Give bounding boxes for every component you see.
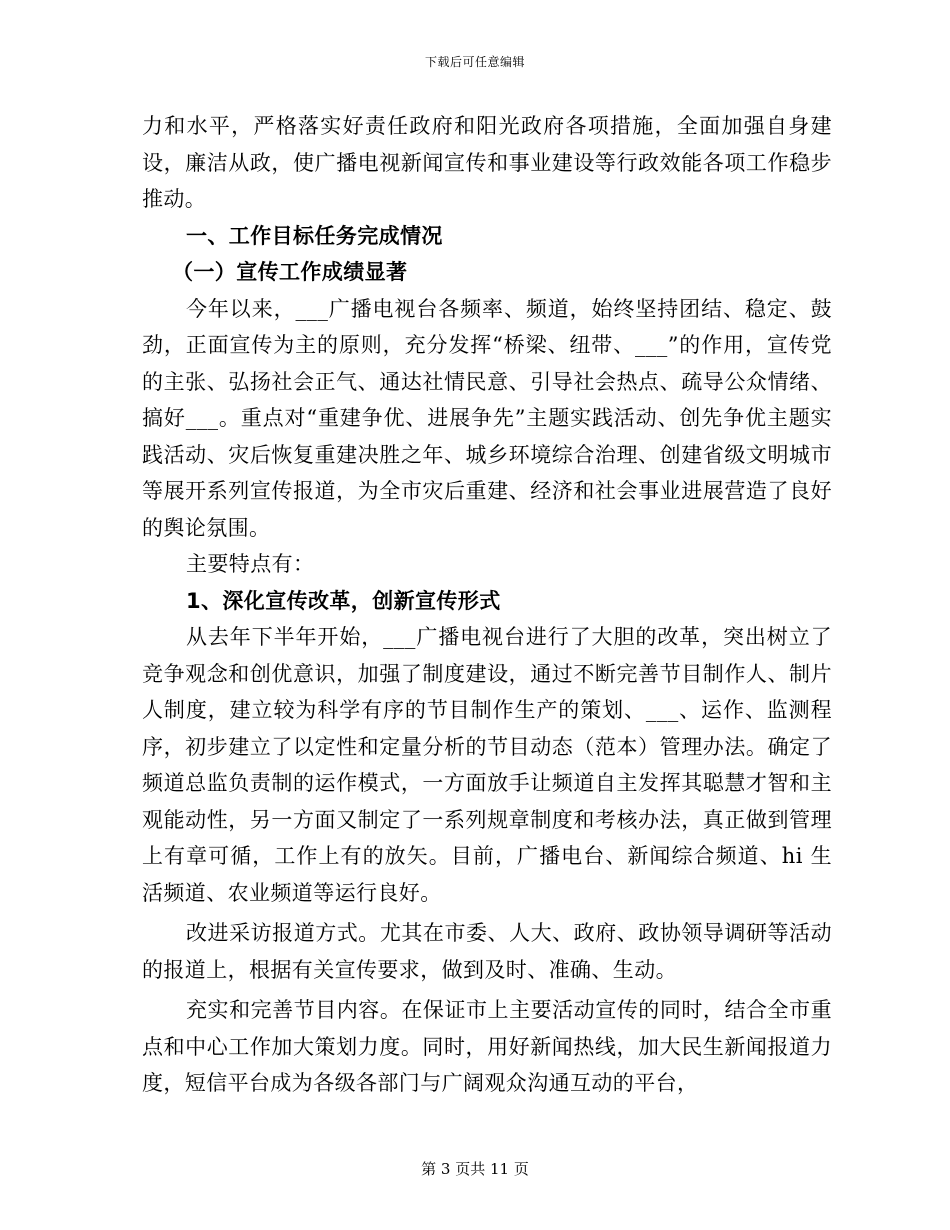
paragraph-main-features: 主要特点有： (186, 552, 315, 576)
paragraph-continuation: 力和水平，严格落实好责任政府和阳光政府各项措施，全面加强自身建设，廉洁从政，使广播电视新闻宣传和事业建设等行政效能各项工作稳步推动。 (142, 114, 832, 211)
item-heading-reform: 1、深化宣传改革，创新宣传形式 (186, 588, 501, 613)
document-body (142, 108, 832, 1102)
paragraph-reform: 从去年下半年开始，___广播电视台进行了大胆的改革，突出树立了竞争观念和创优意识，加强了制度建设，通过不断完善节目制作人、制片人制度，建立较为科学有序的节目制作生产的策划、___、运作、监测程序，初步建立了以定性和定量分析的节目动态（范本）管理办法。确定了频道总监负责制的运作模式，一方面放手让频道自主发挥其聪慧才智和主观能动性，另一方面又制定了一系列规章制度和考核办法，真正做到管理上有章可循，工作上有的放矢。目前，广播电台、新闻综合频道、hi 生活频道、农业频道等运行良好。 (142, 625, 832, 905)
paragraph-reporting: 改进采访报道方式。尤其在市委、人大、政府、政协领导调研等活动的报道上，根据有关宣传要求，做到及时、准确、生动。 (142, 921, 832, 982)
subsection-heading: （一）宣传工作成绩显著 (172, 260, 408, 284)
page-header: 下载后可任意编辑 (424, 55, 525, 69)
paragraph-publicity-overview: 今年以来，___广播电视台各频率、频道，始终坚持团结、稳定、鼓劲，正面宣传为主的原则，充分发挥“桥梁、纽带、___”的作用，宣传党的主张、弘扬社会正气、通达社情民意、引导社会热点、疏导公众情绪、搞好___。重点对“重建争优、进展争先”主题实践活动、创先争优主题实践活动、灾后恢复重建决胜之年、城乡环境综合治理、创建省级文明城市等展开系列宣传报道，为全市灾后重建、经济和社会事业进展营造了良好的舆论氛围。 (142, 296, 832, 540)
section-heading: 一、工作目标任务完成情况 (186, 223, 443, 248)
paragraph-program-content: 充实和完善节目内容。在保证市上主要活动宣传的同时，结合全市重点和中心工作加大策划力度。同时，用好新闻热线，加大民生新闻报道力度，短信平台成为各级各部门与广阔观众沟通互动的平台， (142, 998, 832, 1095)
page-footer: 第 3 页共 11 页 (421, 1160, 529, 1178)
